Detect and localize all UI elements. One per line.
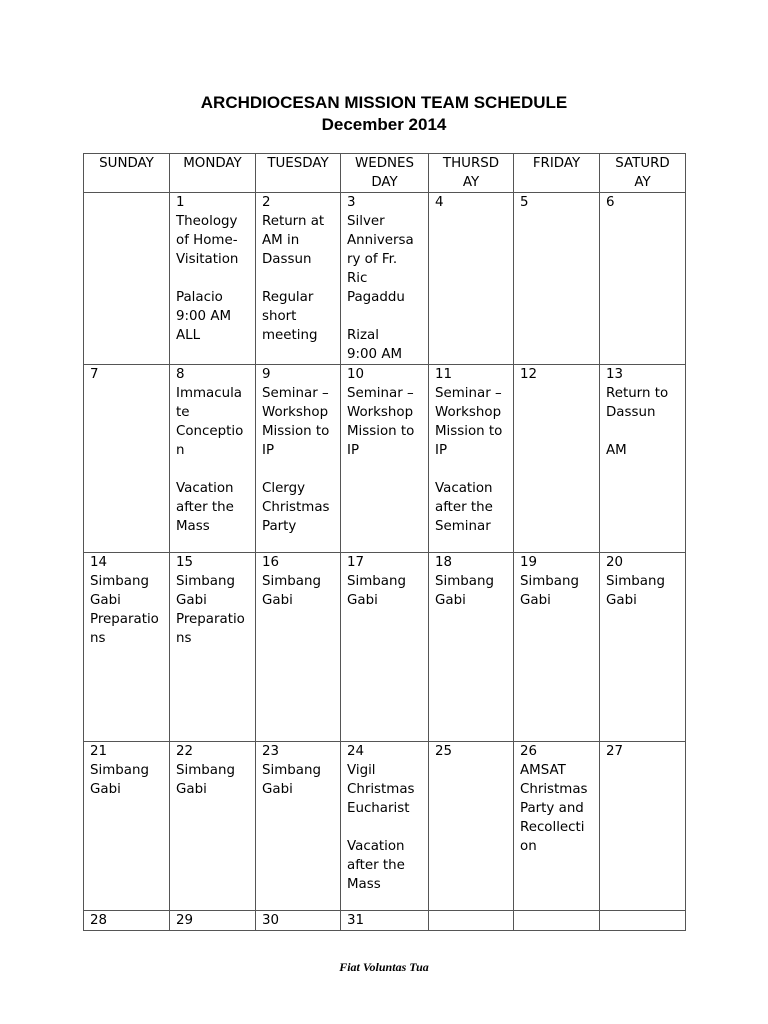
day-cell: 25 [429, 742, 514, 911]
day-cell: 18 Simbang Gabi [429, 553, 514, 742]
day-cell [514, 911, 600, 931]
day-cell: 6 [600, 193, 686, 365]
day-cell: 31 [341, 911, 429, 931]
day-cell: 12 [514, 365, 600, 553]
footer-motto: Fiat Voluntas Tua [339, 960, 429, 974]
day-cell [600, 911, 686, 931]
day-cell: 15 Simbang Gabi Preparatio ns [170, 553, 256, 742]
day-cell: 29 [170, 911, 256, 931]
schedule-table [83, 153, 686, 931]
day-cell: 27 [600, 742, 686, 911]
week-row [84, 193, 686, 365]
week-row [84, 553, 686, 742]
day-cell: 21 Simbang Gabi [84, 742, 170, 911]
day-cell: 24 Vigil Christmas Eucharist Vacation after the Mass [341, 742, 429, 911]
week-row [84, 911, 686, 931]
day-cell: 10 Seminar – Workshop Mission to IP [341, 365, 429, 553]
day-cell [84, 193, 170, 365]
day-cell: 4 [429, 193, 514, 365]
day-cell: 28 [84, 911, 170, 931]
header-sunday: SUNDAY [84, 154, 170, 193]
day-cell: 22 Simbang Gabi [170, 742, 256, 911]
day-cell: 1 Theology of Home- Visitation Palacio 9:00 AM ALL [170, 193, 256, 365]
day-cell: 13 Return to Dassun AM [600, 365, 686, 553]
day-cell: 23 Simbang Gabi [256, 742, 341, 911]
header-friday: FRIDAY [514, 154, 600, 193]
day-cell: 17 Simbang Gabi [341, 553, 429, 742]
document-title: ARCHDIOCESAN MISSION TEAM SCHEDULE [200, 93, 568, 112]
day-cell: 14 Simbang Gabi Preparatio ns [84, 553, 170, 742]
header-thursday: THURSD AY [429, 154, 514, 193]
day-cell: 26 AMSAT Christmas Party and Recollecti on [514, 742, 600, 911]
day-cell: 5 [514, 193, 600, 365]
header-saturday: SATURD AY [600, 154, 686, 193]
week-row [84, 365, 686, 553]
header-wednesday: WEDNES DAY [341, 154, 429, 193]
day-cell [429, 911, 514, 931]
day-cell: 30 [256, 911, 341, 931]
day-cell: 11 Seminar – Workshop Mission to IP Vacation after the Seminar [429, 365, 514, 553]
day-cell: 19 Simbang Gabi [514, 553, 600, 742]
day-cell: 7 [84, 365, 170, 553]
day-cell: 2 Return at AM in Dassun Regular short meeting [256, 193, 341, 365]
day-cell: 8 Immacula te Conceptio n Vacation after the Mass [170, 365, 256, 553]
header-row [84, 154, 686, 193]
document-subtitle: December 2014 [321, 115, 447, 134]
header-monday: MONDAY [170, 154, 256, 193]
week-row [84, 742, 686, 911]
day-cell: 20 Simbang Gabi [600, 553, 686, 742]
header-tuesday: TUESDAY [256, 154, 341, 193]
day-cell: 3 Silver Anniversa ry of Fr. Ric Pagaddu Rizal 9:00 AM [341, 193, 429, 365]
day-cell: 9 Seminar – Workshop Mission to IP Clergy Christmas Party [256, 365, 341, 553]
day-cell: 16 Simbang Gabi [256, 553, 341, 742]
